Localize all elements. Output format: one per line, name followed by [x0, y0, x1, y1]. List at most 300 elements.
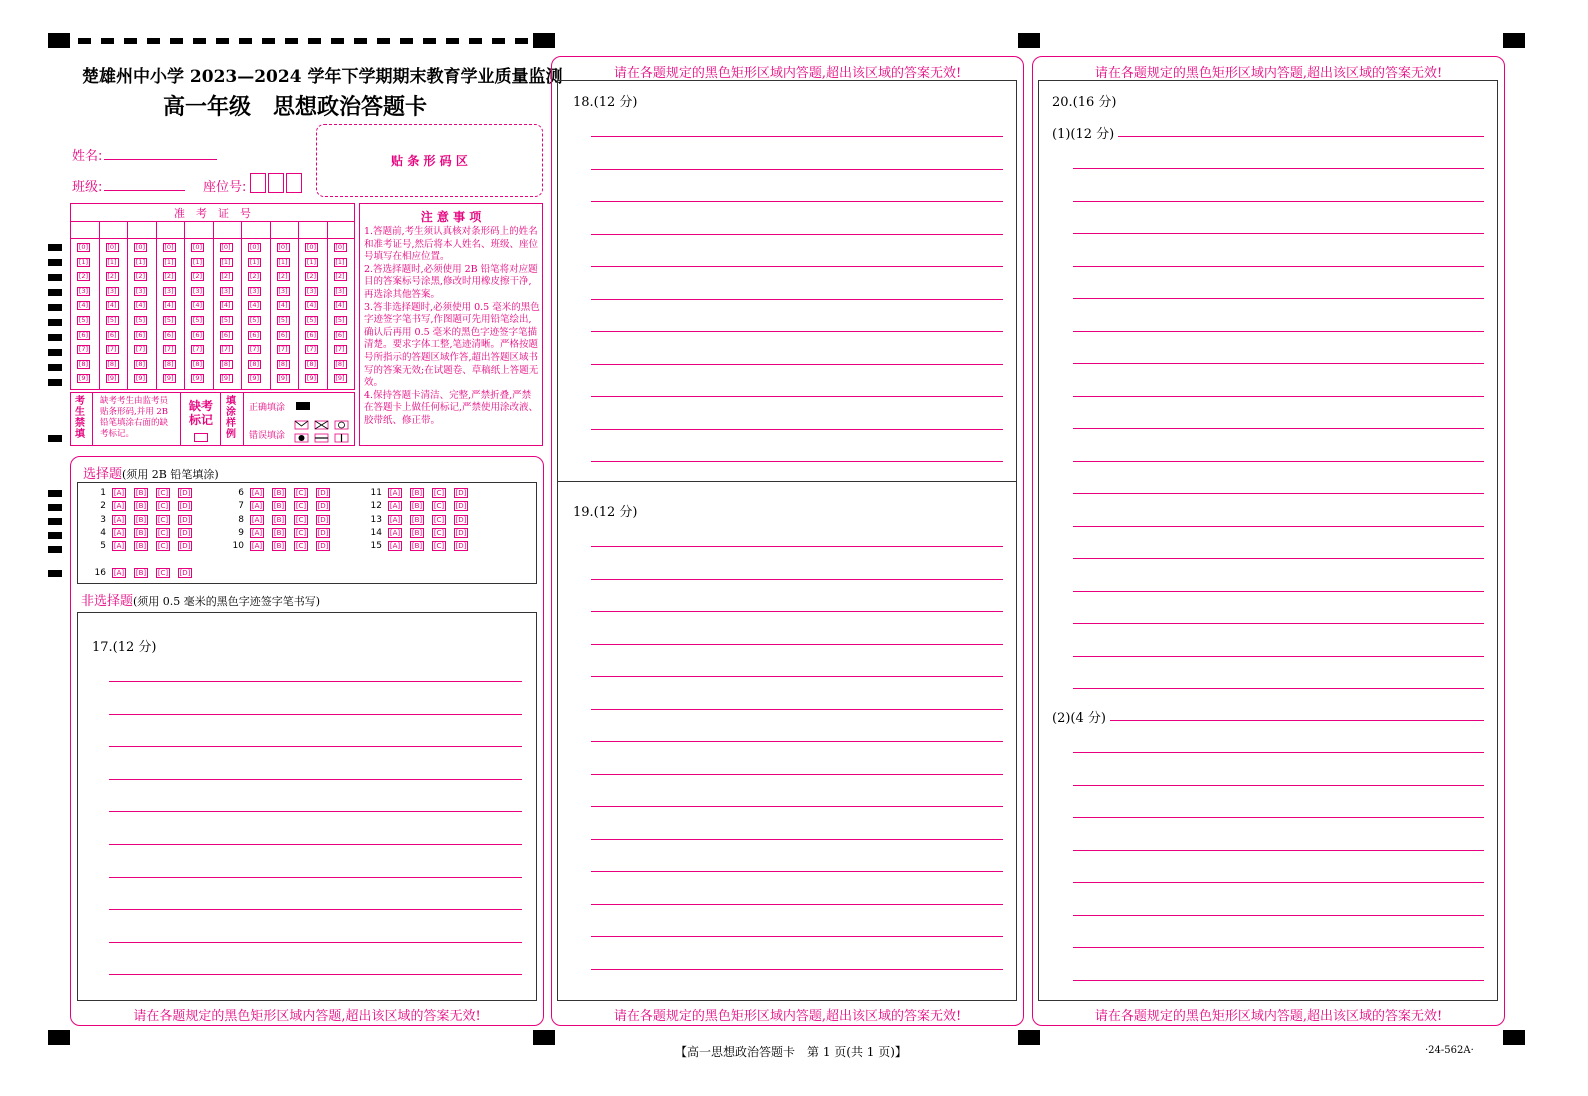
choice-option-bubble[interactable]: [B] [411, 489, 423, 497]
answer-line[interactable] [591, 546, 1003, 547]
correct-fill-sample [296, 402, 310, 410]
choice-option-bubble[interactable]: [D] [179, 489, 191, 497]
admission-digit-bubble[interactable]: [3] [278, 286, 288, 295]
timing-track [78, 38, 534, 44]
choice-option-bubble[interactable]: [A] [389, 542, 401, 551]
notice-item-1: 1.答题前,考生须认真核对条形码上的姓名和准考证号,然后将本人姓名、班级、座位号填写在相应位置。 [364, 226, 539, 263]
choice-option-bubble[interactable]: [B] [135, 515, 147, 524]
choice-option-bubble[interactable]: [C] [157, 515, 169, 524]
answer-line[interactable] [1073, 331, 1484, 332]
choice-option-bubble[interactable]: [B] [135, 542, 147, 551]
answer-line[interactable] [591, 871, 1003, 872]
choice-question-number: 11 [370, 488, 382, 498]
admission-write-cell[interactable] [70, 222, 99, 238]
admission-digit-bubble[interactable]: [2] [249, 272, 260, 281]
choice-option-bubble[interactable]: [B] [135, 569, 147, 577]
admission-digit-bubble[interactable]: [0] [192, 243, 203, 251]
answer-line[interactable] [591, 429, 1003, 430]
admission-digit-bubble[interactable]: [7] [249, 345, 260, 354]
admission-digit-bubble[interactable]: [5] [306, 316, 317, 324]
admission-digit-bubble[interactable]: [8] [164, 359, 174, 368]
admission-digit-bubble[interactable]: [9] [192, 374, 203, 383]
admission-digit-bubble[interactable]: [2] [192, 272, 203, 281]
choice-question-number: 1 [100, 488, 106, 498]
answer-line[interactable] [109, 681, 522, 682]
choice-question-row [224, 541, 338, 551]
admission-digit-bubble[interactable]: [3] [78, 286, 89, 295]
admission-digit-bubble[interactable]: [4] [335, 301, 345, 310]
seat-box-2[interactable] [268, 173, 284, 193]
answer-line[interactable] [1073, 428, 1484, 429]
admission-digit-bubble[interactable]: [1] [135, 257, 146, 266]
admission-write-cell[interactable] [298, 222, 327, 238]
choice-option-bubble[interactable]: [A] [113, 542, 125, 551]
answer-line[interactable] [591, 644, 1003, 645]
admission-digit-bubble[interactable]: [2] [164, 272, 174, 281]
corner-mark-top-mid-1 [533, 33, 555, 48]
admission-digit-bubble[interactable]: [3] [192, 286, 203, 295]
admission-digit-bubble[interactable]: [0] [278, 243, 288, 251]
choice-option-bubble[interactable]: [C] [433, 502, 445, 511]
admission-digit-bubble[interactable]: [3] [335, 286, 345, 295]
choice-question-row [362, 528, 476, 538]
choice-option-bubble[interactable]: [B] [135, 528, 147, 537]
choice-question-number: 13 [370, 514, 382, 525]
corner-mark-top-left [48, 33, 70, 48]
choice-option-bubble[interactable]: [A] [113, 528, 125, 537]
admission-digit-bubble[interactable]: [3] [306, 286, 317, 295]
choice-option-bubble[interactable]: [B] [273, 528, 285, 537]
answer-line[interactable] [1073, 850, 1484, 851]
choice-option-bubble[interactable]: [C] [295, 542, 307, 551]
answer-line[interactable] [591, 611, 1003, 612]
admission-digit-bubble[interactable]: [8] [221, 359, 231, 368]
admission-digit-bubble[interactable]: [2] [221, 272, 231, 281]
choice-option-bubble[interactable]: [D] [179, 515, 191, 524]
admission-digit-bubble[interactable]: [2] [335, 272, 345, 281]
answer-line[interactable] [591, 774, 1003, 775]
admission-digit-bubble[interactable]: [6] [164, 330, 174, 339]
admission-digit-bubble[interactable]: [7] [306, 345, 317, 354]
answer-line[interactable] [591, 299, 1003, 300]
side-timing-mark [48, 532, 62, 539]
answer-line[interactable] [109, 942, 522, 943]
choice-option-bubble[interactable]: [A] [389, 515, 401, 524]
admission-digit-bubble[interactable]: [8] [78, 359, 89, 368]
admission-column-divider [213, 221, 214, 390]
answer-line[interactable] [591, 364, 1003, 365]
choice-option-bubble[interactable]: [D] [179, 502, 191, 511]
admission-digit-bubble[interactable]: [5] [164, 316, 174, 324]
timing-dash [193, 38, 206, 44]
answer-line[interactable] [1073, 233, 1484, 234]
choice-question-row [86, 488, 200, 498]
seat-box-1[interactable] [250, 173, 266, 193]
admission-digit-bubble[interactable]: [3] [107, 286, 117, 295]
answer-line[interactable] [591, 969, 1003, 970]
admission-digit-bubble[interactable]: [1] [164, 257, 174, 266]
sample-label: 填涂样例 [226, 396, 236, 440]
choice-option-bubble[interactable]: [A] [113, 489, 125, 497]
choice-option-bubble[interactable]: [B] [273, 542, 285, 551]
answer-line[interactable] [1073, 688, 1484, 689]
admission-digit-bubble[interactable]: [4] [135, 301, 146, 310]
notice-title: 注 意 事 项 [420, 210, 482, 224]
answer-line[interactable] [591, 201, 1003, 202]
choice-option-bubble[interactable]: [B] [411, 515, 423, 524]
choice-option-bubble[interactable]: [B] [135, 502, 147, 511]
choice-option-bubble[interactable]: [C] [433, 489, 445, 497]
admission-digit-bubble[interactable]: [4] [107, 301, 117, 310]
answer-line[interactable] [109, 844, 522, 845]
choice-option-bubble[interactable]: [A] [113, 502, 125, 511]
choice-option-bubble[interactable]: [D] [455, 489, 467, 497]
warning-panel-right-top: 请在各题规定的黑色矩形区域内答题,超出该区域的答案无效! [1094, 66, 1443, 81]
admission-digit-bubble[interactable]: [5] [135, 316, 146, 324]
answer-line[interactable] [1073, 493, 1484, 494]
admission-digit-bubble[interactable]: [4] [78, 301, 89, 310]
admission-digit-bubble[interactable]: [1] [278, 257, 288, 266]
answer-line[interactable] [1073, 980, 1484, 981]
choice-option-bubble[interactable]: [B] [411, 528, 423, 537]
choice-option-bubble[interactable]: [C] [157, 489, 169, 497]
admission-digit-bubble[interactable]: [9] [164, 374, 174, 383]
side-timing-mark [48, 546, 62, 553]
choice-option-bubble[interactable]: [C] [157, 569, 169, 577]
choice-option-bubble[interactable]: [D] [317, 502, 329, 511]
admission-write-cell[interactable] [241, 222, 270, 238]
answer-line[interactable] [591, 741, 1003, 742]
admission-digit-bubble[interactable]: [9] [306, 374, 317, 383]
choice-option-bubble[interactable]: [A] [251, 489, 263, 497]
warning-panel-middle-bottom: 请在各题规定的黑色矩形区域内答题,超出该区域的答案无效! [613, 1009, 962, 1024]
admission-write-cell[interactable] [127, 222, 156, 238]
choice-heading [83, 463, 219, 482]
admission-digit-bubble[interactable]: [2] [278, 272, 288, 281]
answer-line[interactable] [109, 877, 522, 878]
answer-line[interactable] [1073, 656, 1484, 657]
answer-line[interactable] [109, 909, 522, 910]
admission-digit-bubble[interactable]: [5] [249, 316, 260, 324]
corner-mark-bottom-mid-1 [533, 1030, 555, 1045]
answer-line[interactable] [591, 461, 1003, 462]
admission-digit-bubble[interactable]: [7] [164, 345, 174, 354]
choice-question-row [86, 541, 200, 551]
warning-panel-right-bottom: 请在各题规定的黑色矩形区域内答题,超出该区域的答案无效! [1094, 1009, 1443, 1024]
admission-digit-bubble[interactable]: [1] [335, 257, 345, 266]
exam-title: 楚雄州中小学 2023—2024 学年下学期期末教育学业质量监测 [82, 67, 563, 87]
answer-line[interactable] [1073, 817, 1484, 818]
notice-item-2: 2.答选择题时,必须使用 2B 铅笔将对应题目的答案标号涂黑,修改时用橡皮擦干净,再选涂其他答案。 [364, 263, 538, 300]
choice-option-bubble[interactable]: [D] [317, 489, 329, 497]
answer-line[interactable] [591, 904, 1003, 905]
answer-line[interactable] [1073, 785, 1484, 786]
warning-panel-middle-top: 请在各题规定的黑色矩形区域内答题,超出该区域的答案无效! [613, 66, 962, 81]
choice-question-row [362, 515, 476, 525]
admission-write-cell[interactable] [184, 222, 213, 238]
choice-option-bubble[interactable]: [C] [295, 515, 307, 524]
admission-digit-bubble[interactable]: [7] [335, 345, 345, 354]
choice-question-row [362, 541, 476, 551]
choice-option-bubble[interactable]: [D] [317, 515, 329, 524]
admission-digit-bubble[interactable]: [8] [306, 359, 317, 368]
choice-option-bubble[interactable]: [C] [433, 542, 445, 551]
admission-digit-bubble[interactable]: [8] [135, 359, 146, 368]
side-timing-mark [48, 435, 62, 442]
admission-column-divider [156, 221, 157, 390]
choice-option-bubble[interactable]: [C] [157, 502, 169, 511]
admission-digit-bubble[interactable]: [8] [249, 359, 260, 368]
absent-mark-bubble[interactable] [194, 433, 208, 442]
choice-option-bubble[interactable]: [C] [295, 502, 307, 511]
choice-option-bubble[interactable]: [D] [455, 542, 467, 551]
admission-digit-bubble[interactable]: [6] [78, 330, 89, 339]
admission-digit-bubble[interactable]: [9] [78, 374, 89, 383]
admission-digit-bubble[interactable]: [4] [249, 301, 260, 310]
timing-dash [124, 38, 137, 44]
answer-line[interactable] [1073, 623, 1484, 624]
admission-digit-bubble[interactable]: [5] [192, 316, 203, 324]
corner-mark-top-right [1503, 33, 1525, 48]
admission-digit-bubble[interactable]: [0] [306, 243, 317, 251]
answer-line[interactable] [591, 806, 1003, 807]
admission-digit-bubble[interactable]: [2] [78, 272, 89, 281]
admission-digit-bubble[interactable]: [8] [278, 359, 288, 368]
answer-line[interactable] [591, 136, 1003, 137]
answer-line[interactable] [1073, 201, 1484, 202]
timing-dash [377, 38, 390, 44]
wrong-fill-label: 错误填涂 [249, 431, 286, 441]
answer-line[interactable] [109, 714, 522, 715]
admission-digit-bubble[interactable]: [6] [278, 330, 288, 339]
admission-digit-bubble[interactable]: [7] [192, 345, 203, 354]
choice-option-bubble[interactable]: [B] [411, 502, 423, 511]
choice-option-bubble[interactable]: [B] [273, 515, 285, 524]
admission-write-cell[interactable] [99, 222, 128, 238]
admission-digit-bubble[interactable]: [8] [335, 359, 345, 368]
class-field[interactable] [104, 190, 185, 191]
answer-line[interactable] [591, 266, 1003, 267]
answer-line[interactable] [1073, 396, 1484, 397]
answer-line[interactable] [1073, 915, 1484, 916]
admission-digit-bubble[interactable]: [9] [278, 374, 288, 383]
answer-line[interactable] [591, 331, 1003, 332]
side-timing-mark [48, 319, 62, 326]
choice-option-bubble[interactable]: [D] [455, 515, 467, 524]
choice-question-row [224, 515, 338, 525]
q20-part1-first-line[interactable] [1118, 136, 1484, 137]
corner-mark-top-mid-2 [1018, 33, 1040, 48]
choice-option-bubble[interactable]: [C] [433, 528, 445, 537]
admission-digit-bubble[interactable]: [3] [164, 286, 174, 295]
corner-mark-bottom-left [48, 1030, 70, 1045]
corner-mark-bottom-right [1503, 1030, 1525, 1045]
answer-line[interactable] [1073, 461, 1484, 462]
answer-line[interactable] [1073, 526, 1484, 527]
notice-list [364, 226, 540, 428]
admission-digit-bubble[interactable]: [2] [107, 272, 117, 281]
admission-digit-bubble[interactable]: [6] [192, 330, 203, 339]
answer-line[interactable] [1073, 752, 1484, 753]
choice-option-bubble[interactable]: [C] [157, 528, 169, 537]
admission-digit-bubble[interactable]: [6] [135, 330, 146, 339]
choice-question-row [362, 501, 476, 511]
admission-digit-bubble[interactable]: [4] [192, 301, 203, 310]
choice-option-bubble[interactable]: [D] [455, 528, 467, 537]
admission-digit-bubble[interactable]: [2] [306, 272, 317, 281]
answer-line[interactable] [591, 676, 1003, 677]
admission-digit-bubble[interactable]: [4] [306, 301, 317, 310]
admission-digit-bubble[interactable]: [7] [78, 345, 89, 354]
q20-part2-first-line[interactable] [1110, 720, 1484, 721]
choice-option-bubble[interactable]: [B] [273, 489, 285, 497]
answer-line[interactable] [591, 936, 1003, 937]
choice-option-bubble[interactable]: [A] [113, 569, 125, 577]
choice-option-bubble[interactable]: [A] [251, 515, 263, 524]
name-field[interactable] [104, 159, 217, 160]
q18-answer-area [557, 80, 1017, 482]
admission-digit-bubble[interactable]: [8] [107, 359, 117, 368]
admission-digit-bubble[interactable]: [6] [249, 330, 260, 339]
choice-option-bubble[interactable]: [C] [433, 515, 445, 524]
answer-line[interactable] [109, 779, 522, 780]
admission-digit-bubble[interactable]: [5] [107, 316, 117, 324]
admission-digit-bubble[interactable]: [6] [107, 330, 117, 339]
admission-digit-bubble[interactable]: [6] [221, 330, 231, 339]
choice-option-bubble[interactable]: [D] [179, 569, 191, 577]
answer-line[interactable] [109, 811, 522, 812]
admission-write-cell[interactable] [270, 222, 299, 238]
admission-digit-bubble[interactable]: [4] [164, 301, 174, 310]
admission-column-divider [99, 221, 100, 390]
answer-line[interactable] [1073, 363, 1484, 364]
answer-line[interactable] [591, 579, 1003, 580]
answer-line[interactable] [109, 746, 522, 747]
admission-digit-bubble[interactable]: [1] [107, 257, 117, 266]
side-timing-mark [48, 274, 62, 281]
answer-line[interactable] [1073, 591, 1484, 592]
admission-digit-bubble[interactable]: [5] [78, 316, 89, 324]
admission-digit-bubble[interactable]: [1] [78, 257, 89, 266]
choice-option-bubble[interactable]: [B] [135, 489, 147, 497]
choice-option-bubble[interactable]: [A] [113, 515, 125, 524]
answer-line[interactable] [109, 974, 522, 975]
admission-digit-bubble[interactable]: [3] [249, 286, 260, 295]
answer-line[interactable] [591, 396, 1003, 397]
answer-line[interactable] [591, 839, 1003, 840]
admission-write-cell[interactable] [327, 222, 356, 238]
absent-mark-label: 缺考标记 [188, 399, 213, 427]
choice-option-bubble[interactable]: [D] [455, 502, 467, 511]
answer-line[interactable] [591, 234, 1003, 235]
admission-digit-bubble[interactable]: [8] [192, 359, 203, 368]
timing-dash [101, 38, 114, 44]
admission-digit-bubble[interactable]: [5] [221, 316, 231, 324]
choice-option-bubble[interactable]: [A] [389, 502, 401, 511]
admission-digit-bubble[interactable]: [6] [306, 330, 317, 339]
choice-option-bubble[interactable]: [C] [295, 489, 307, 497]
choice-option-bubble[interactable]: [A] [251, 542, 263, 551]
q18-label: 18.(12 分) [573, 95, 638, 110]
admission-digit-bubble[interactable]: [0] [249, 243, 260, 251]
admission-digit-bubble[interactable]: [7] [107, 345, 117, 354]
answer-line[interactable] [591, 709, 1003, 710]
choice-option-bubble[interactable]: [D] [317, 528, 329, 537]
choice-question-row [362, 488, 476, 498]
admission-digit-bubble[interactable]: [9] [107, 374, 117, 383]
choice-option-bubble[interactable]: [A] [251, 528, 263, 537]
choice-question-number: 2 [100, 501, 106, 512]
admission-digit-bubble[interactable]: [1] [221, 257, 231, 266]
choice-option-bubble[interactable]: [A] [389, 528, 401, 537]
admission-digit-bubble[interactable]: [9] [335, 374, 345, 383]
choice-option-bubble[interactable]: [B] [411, 542, 423, 551]
answer-line[interactable] [1073, 558, 1484, 559]
admission-digit-bubble[interactable]: [5] [278, 316, 288, 324]
choice-question-number: 9 [238, 527, 244, 538]
answer-line[interactable] [1073, 266, 1484, 267]
choice-option-bubble[interactable]: [D] [179, 528, 191, 537]
admission-digit-bubble[interactable]: [5] [335, 316, 345, 324]
admission-write-cell[interactable] [213, 222, 242, 238]
admission-digit-bubble[interactable]: [2] [135, 272, 146, 281]
q20-label: 20.(16 分) [1052, 95, 1117, 110]
choice-option-bubble[interactable]: [D] [179, 542, 191, 551]
timing-dash [239, 38, 252, 44]
admission-digit-bubble[interactable]: [1] [249, 257, 260, 266]
answer-line[interactable] [1073, 168, 1484, 169]
answer-line[interactable] [591, 169, 1003, 170]
admission-digit-bubble[interactable]: [4] [221, 301, 231, 310]
admission-digit-bubble[interactable]: [7] [278, 345, 288, 354]
admission-digit-bubble[interactable]: [9] [221, 374, 231, 383]
answer-line[interactable] [1073, 298, 1484, 299]
admission-digit-bubble[interactable]: [0] [107, 243, 117, 251]
choice-option-bubble[interactable]: [D] [317, 542, 329, 551]
choice-option-bubble[interactable]: [C] [157, 542, 169, 551]
admission-digit-bubble[interactable]: [1] [192, 257, 203, 266]
choice-option-bubble[interactable]: [A] [251, 502, 263, 511]
choice-option-bubble[interactable]: [C] [295, 528, 307, 537]
admission-digit-bubble[interactable]: [9] [135, 374, 146, 383]
admission-digit-bubble[interactable]: [0] [164, 243, 174, 251]
admission-row-divider [70, 238, 355, 239]
answer-line[interactable] [1073, 882, 1484, 883]
admission-digit-bubble[interactable]: [4] [278, 301, 288, 310]
answer-line[interactable] [1073, 947, 1484, 948]
admission-digit-bubble[interactable]: [7] [135, 345, 146, 354]
choice-question-number: 14 [370, 527, 382, 538]
choice-option-bubble[interactable]: [A] [389, 489, 401, 497]
admission-digit-bubble[interactable]: [0] [335, 243, 345, 251]
admission-digit-bubble[interactable]: [3] [221, 286, 231, 295]
choice-option-bubble[interactable]: [B] [273, 502, 285, 511]
admission-write-cell[interactable] [156, 222, 185, 238]
timing-dash [147, 38, 160, 44]
admission-digit-bubble[interactable]: [7] [221, 345, 231, 354]
admission-column-divider [127, 221, 128, 390]
admission-digit-bubble[interactable]: [6] [335, 330, 345, 339]
admission-digit-bubble[interactable]: [3] [135, 286, 146, 295]
wrong-fill-samples-icon [294, 419, 352, 445]
admission-digit-bubble[interactable]: [1] [306, 257, 317, 266]
admission-digit-bubble[interactable]: [9] [249, 374, 260, 383]
admission-digit-bubble[interactable]: [0] [221, 243, 231, 251]
choice-question-number: 5 [100, 541, 106, 552]
seat-box-3[interactable] [286, 173, 302, 193]
admission-digit-bubble[interactable]: [0] [135, 243, 146, 251]
admission-digit-bubble[interactable]: [0] [78, 243, 89, 251]
